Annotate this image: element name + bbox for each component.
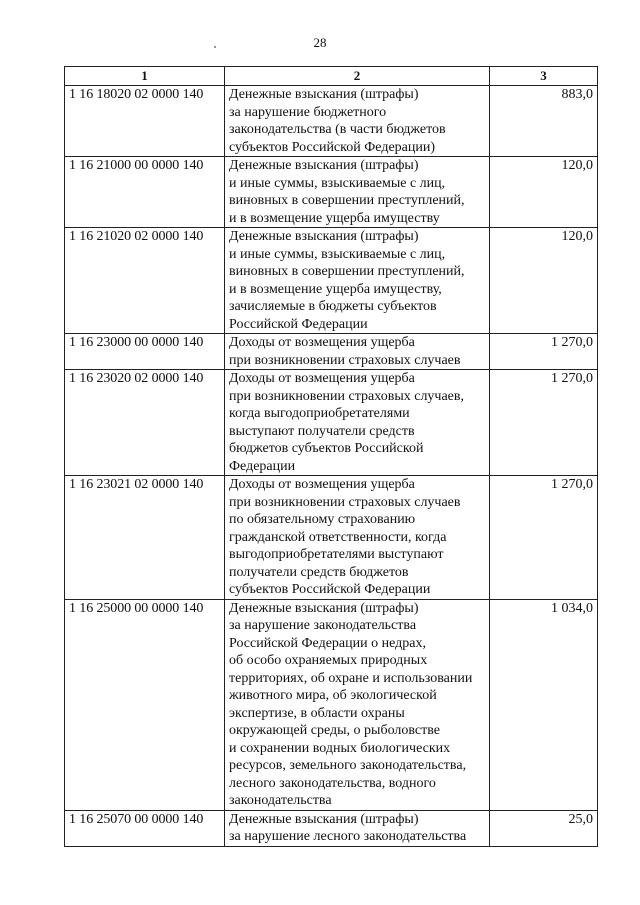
revenue-code: 1 16 23000 00 0000 140 [65, 334, 225, 370]
revenue-amount: 120,0 [490, 228, 598, 334]
page-number: 28 [313, 35, 327, 50]
table-row [65, 810, 598, 846]
table-row [65, 476, 598, 600]
revenue-amount: 1 270,0 [490, 334, 598, 370]
revenue-amount: 883,0 [490, 86, 598, 157]
revenue-code: 1 16 25000 00 0000 140 [65, 599, 225, 810]
revenue-amount: 1 270,0 [490, 370, 598, 476]
table-row [65, 157, 598, 228]
table-header-row [65, 67, 598, 86]
revenue-name: Денежные взыскания (штрафы) за нарушение лесного законодательства [225, 810, 490, 846]
revenue-code: 1 16 23021 02 0000 140 [65, 476, 225, 600]
revenue-code: 1 16 21020 02 0000 140 [65, 228, 225, 334]
revenue-amount: 120,0 [490, 157, 598, 228]
revenue-name: Денежные взыскания (штрафы) за нарушение законодательства Российской Федерации о недрах, об особо охраняемых природных территориях, об охране и использовании животного мира, об экологической экспертизе, в области охраны окружающей среды, о рыболовстве и сохранении водных биологических ресурсов, земельного законодательства, лесного законодательства, водного законодательства [225, 599, 490, 810]
column-header-code: 1 [65, 67, 225, 86]
revenue-amount: 1 034,0 [490, 599, 598, 810]
table-row [65, 599, 598, 810]
revenue-name: Доходы от возмещения ущерба при возникновении страховых случаев [225, 334, 490, 370]
scan-speck [214, 46, 216, 48]
revenue-name: Денежные взыскания (штрафы) и иные суммы, взыскиваемые с лиц, виновных в совершении преступлений, и в возмещение ущерба имуществу, зачисляемые в бюджеты субъектов Российской Федерации [225, 228, 490, 334]
table-header [65, 67, 598, 86]
table-row [65, 370, 598, 476]
table-row [65, 334, 598, 370]
revenue-name: Доходы от возмещения ущерба при возникновении страховых случаев по обязательному страхованию гражданской ответственности, когда выгодоприобретателями выступают получатели средств бюджетов субъектов Российской Федерации [225, 476, 490, 600]
revenue-name: Доходы от возмещения ущерба при возникновении страховых случаев, когда выгодоприобретателями выступают получатели средств бюджетов субъектов Российской Федерации [225, 370, 490, 476]
revenue-amount: 1 270,0 [490, 476, 598, 600]
table-row [65, 228, 598, 334]
revenue-code: 1 16 18020 02 0000 140 [65, 86, 225, 157]
revenue-code: 1 16 25070 00 0000 140 [65, 810, 225, 846]
revenue-name: Денежные взыскания (штрафы) за нарушение бюджетного законодательства (в части бюджетов субъектов Российской Федерации) [225, 86, 490, 157]
revenue-code: 1 16 21000 00 0000 140 [65, 157, 225, 228]
revenue-amount: 25,0 [490, 810, 598, 846]
revenue-code: 1 16 23020 02 0000 140 [65, 370, 225, 476]
column-header-amount: 3 [490, 67, 598, 86]
revenue-table [64, 66, 598, 847]
revenue-name: Денежные взыскания (штрафы) и иные суммы, взыскиваемые с лиц, виновных в совершении преступлений, и в возмещение ущерба имуществу [225, 157, 490, 228]
table-row [65, 86, 598, 157]
table-body [65, 86, 598, 847]
column-header-name: 2 [225, 67, 490, 86]
